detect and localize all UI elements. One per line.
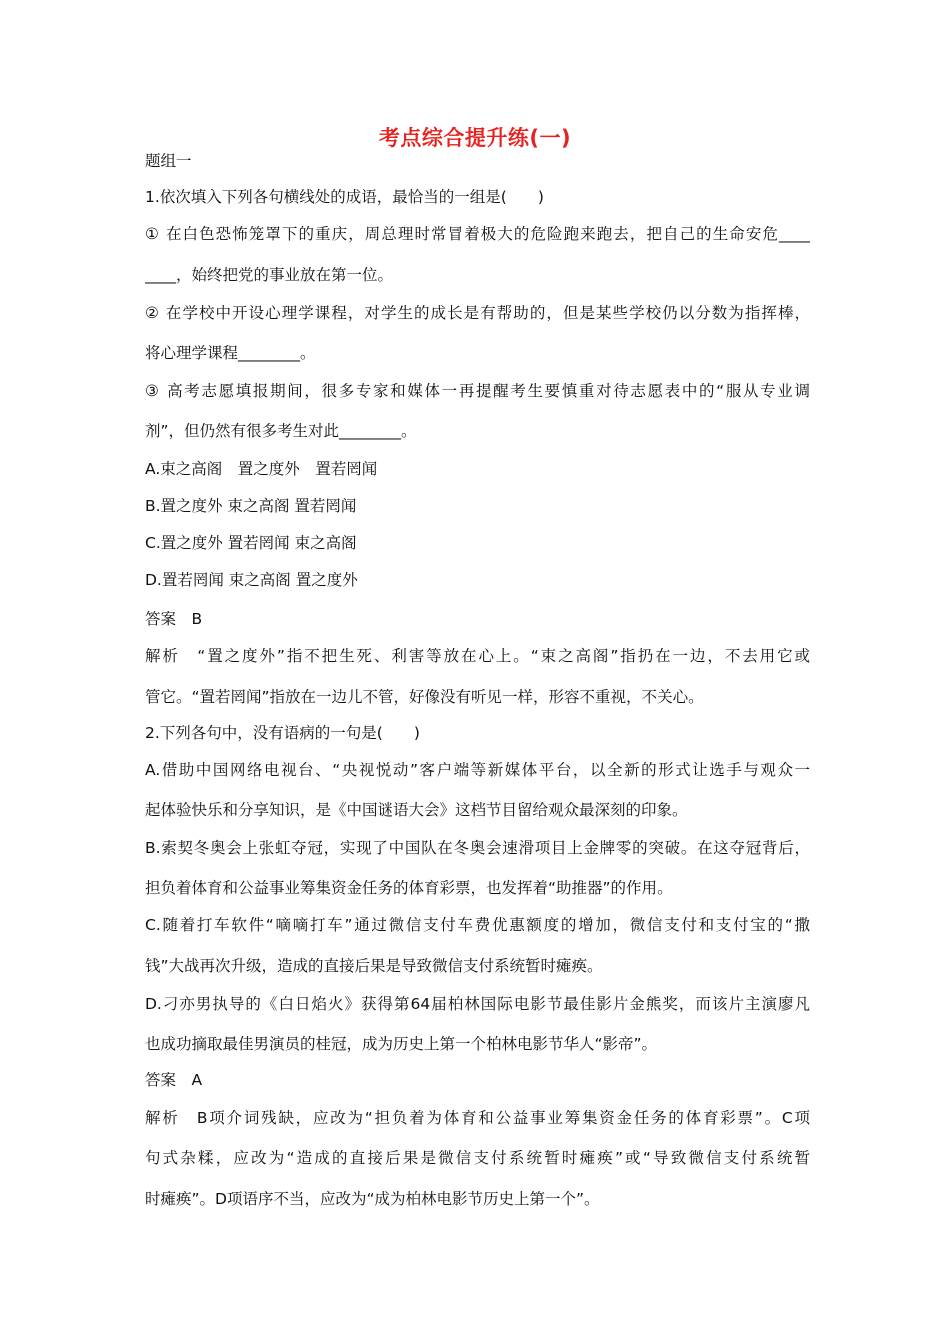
question-2-option-c-cont: 钱”大战再次升级，造成的直接后果是导致微信支付系统暂时瘫痪。: [145, 957, 603, 975]
question-1-explanation-cont: 管它。“置若罔闻”指放在一边儿不管，好像没有听见一样，形容不重视，不关心。: [145, 688, 704, 706]
question-1-sentence-3-cont: 剂”，但仍然有很多考生对此________。: [145, 422, 417, 440]
question-1-option-a: A.束之高阁 置之度外 置若罔闻: [145, 460, 378, 478]
question-1-option-c: C.置之度外 置若罔闻 束之高阁: [145, 534, 357, 552]
question-1-sentence-3: ③ 高考志愿填报期间，很多专家和媒体一再提醒考生要慎重对待志愿表中的“服从专业调: [145, 382, 810, 400]
question-2-option-c: C.随着打车软件“嘀嘀打车”通过微信支付车费优惠额度的增加，微信支付和支付宝的“撒: [145, 916, 810, 934]
question-2-option-a-cont: 起体验快乐和分享知识，是《中国谜语大会》这档节目留给观众最深刻的印象。: [145, 801, 688, 819]
question-2-explanation-cont-2: 时瘫痪”。D项语序不当，应改为“成为柏林电影节历史上第一个”。: [145, 1190, 600, 1208]
question-1-sentence-2: ② 在学校中开设心理学课程，对学生的成长是有帮助的，但是某些学校仍以分数为指挥棒，: [145, 304, 810, 322]
document-title: 考点综合提升练(一): [378, 126, 572, 150]
question-2-explanation: 解析 B项介词残缺，应改为“担负着为体育和公益事业筹集资金任务的体育彩票”。C项: [145, 1109, 810, 1127]
question-1-answer: 答案 B: [145, 610, 203, 628]
question-2-option-d-cont: 也成功摘取最佳男演员的桂冠，成为历史上第一个柏林电影节华人“影帝”。: [145, 1035, 658, 1053]
question-1-sentence-1-cont: ____，始终把党的事业放在第一位。: [145, 266, 394, 284]
question-1-sentence-2-cont: 将心理学课程________。: [145, 344, 316, 362]
question-1-sentence-1: ① 在白色恐怖笼罩下的重庆，周总理时常冒着极大的危险跑来跑去，把自己的生命安危____: [145, 225, 810, 243]
question-1-option-d: D.置若罔闻 束之高阁 置之度外: [145, 571, 358, 589]
question-1-explanation: 解析 “置之度外”指不把生死、利害等放在心上。“束之高阁”指扔在一边，不去用它或: [145, 647, 810, 665]
question-2-option-a: A.借助中国网络电视台、“央视悦动”客户端等新媒体平台，以全新的形式让选手与观众一: [145, 761, 810, 779]
question-2-option-d: D.刁亦男执导的《白日焰火》获得第64届柏林国际电影节最佳影片金熊奖，而该片主演廖凡: [145, 995, 810, 1013]
section-heading: 题组一: [145, 152, 192, 170]
question-2-answer: 答案 A: [145, 1071, 203, 1089]
question-2-option-b-cont: 担负着体育和公益事业筹集资金任务的体育彩票，也发挥着“助推器”的作用。: [145, 879, 673, 897]
question-2-option-b: B.索契冬奥会上张虹夺冠，实现了中国队在冬奥会速滑项目上金牌零的突破。在这夺冠背后，: [145, 839, 810, 857]
question-2-explanation-cont-1: 句式杂糅，应改为“造成的直接后果是微信支付系统暂时瘫痪”或“导致微信支付系统暂: [145, 1149, 810, 1167]
question-1-option-b: B.置之度外 束之高阁 置若罔闻: [145, 497, 357, 515]
question-2-stem: 2.下列各句中，没有语病的一句是( ): [145, 724, 420, 742]
question-1-stem: 1.依次填入下列各句横线处的成语，最恰当的一组是( ): [145, 188, 544, 206]
